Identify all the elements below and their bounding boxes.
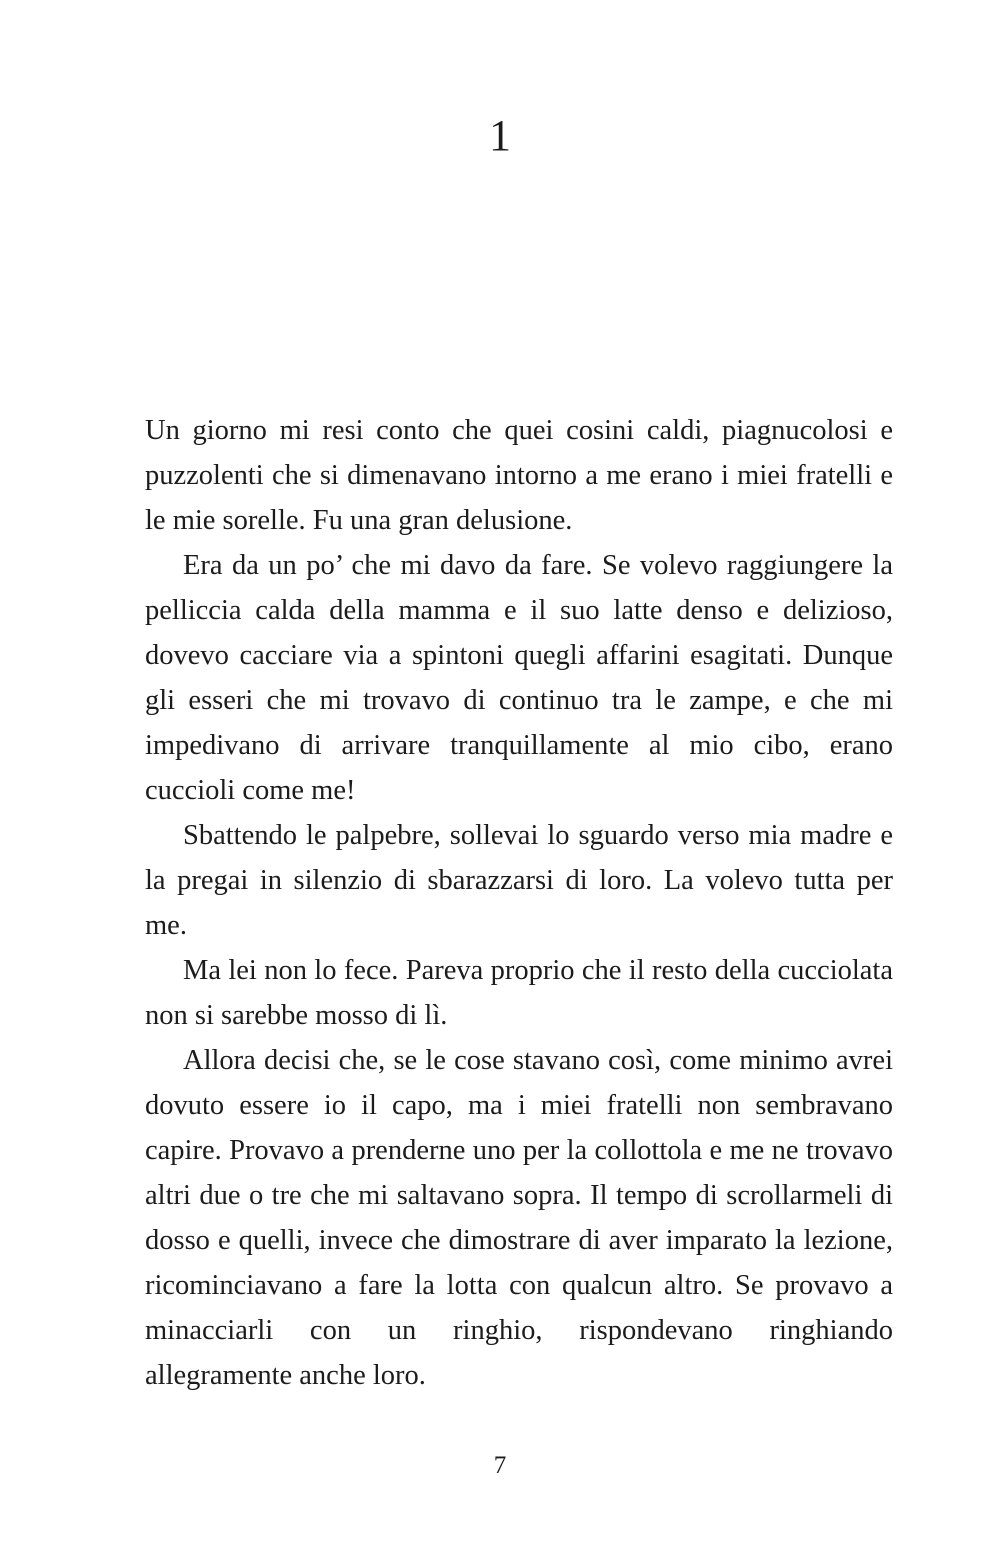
body-text bbox=[145, 408, 893, 1398]
paragraph: Un giorno mi resi conto che quei cosini caldi, piagnucolosi e puzzolenti che si dimenavano intorno a me erano i miei fratelli e le mie sorelle. Fu una gran delusione. bbox=[145, 415, 893, 536]
paragraph: Era da un po’ che mi davo da fare. Se volevo raggiungere la pelliccia calda della mamma e il suo latte denso e delizioso, dovevo cacciare via a spintoni quegli affarini esagitati. Dunque gli esseri che mi trovavo di continuo tra le zampe, e che mi impedivano di arrivare tranquillamente al mio cibo, erano cuccioli come me! bbox=[145, 550, 893, 806]
chapter-number: 1 bbox=[489, 111, 511, 160]
paragraph: Ma lei non lo fece. Pareva proprio che il resto della cucciolata non si sarebbe mosso di lì. bbox=[145, 955, 893, 1031]
page-number: 7 bbox=[493, 1452, 507, 1479]
paragraph: Sbattendo le palpebre, sollevai lo sguardo verso mia madre e la pregai in silenzio di sbarazzarsi di loro. La volevo tutta per me. bbox=[145, 820, 893, 941]
paragraph: Allora decisi che, se le cose stavano così, come minimo avrei dovuto essere io il capo, ma i miei fratelli non sembravano capire. Provavo a prenderne uno per la collottola e me ne trovavo altri due o tre che mi saltavano sopra. Il tempo di scrollarmeli di dosso e quelli, invece che dimostrare di aver imparato la lezione, ricominciavano a fare la lotta con qualcun altro. Se provavo a minacciarli con un ringhio, rispondevano ringhiando allegramente anche loro. bbox=[145, 1045, 893, 1391]
